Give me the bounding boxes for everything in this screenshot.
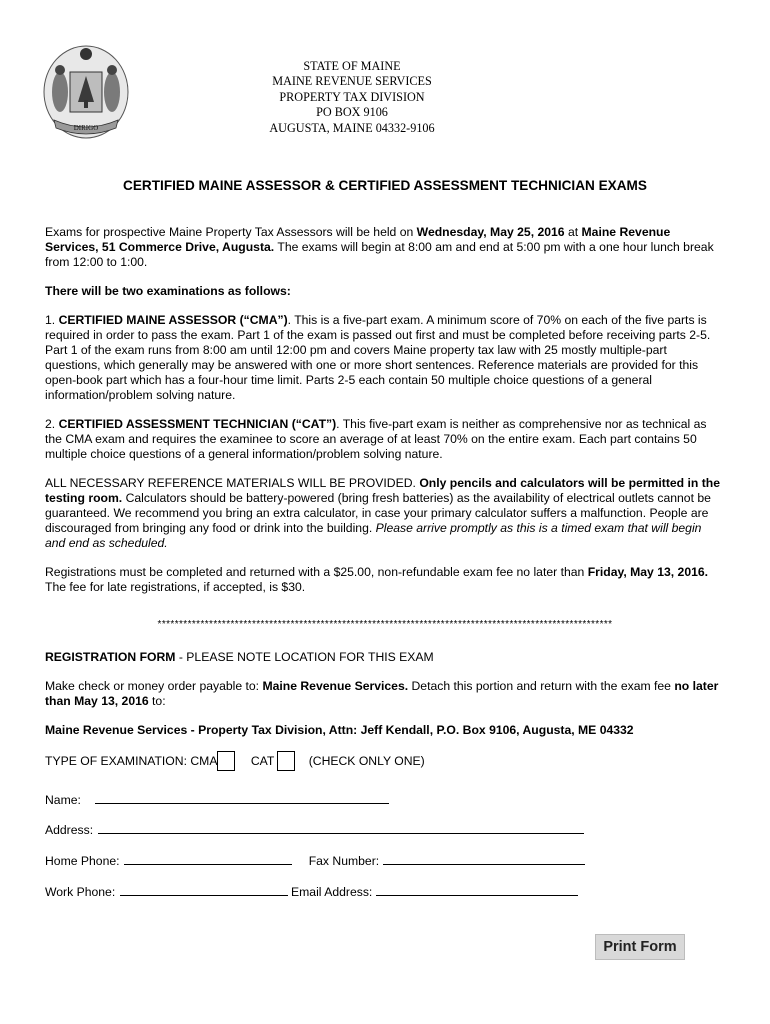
exam-location: Maine Revenue Services, 51 Commerce Drive, Augusta. [45,225,671,254]
name-field[interactable] [95,792,389,804]
registration-form-heading: REGISTRATION FORM - PLEASE NOTE LOCATION FOR THIS EXAM [45,650,434,664]
exam-date: Wednesday, May 25, 2016 [416,225,565,239]
letterhead-line: AUGUSTA, MAINE 04332-9106 [269,120,435,135]
cat-checkbox[interactable] [277,751,295,771]
work-email-row: Work Phone: Email Address: [45,884,725,900]
detach-separator: ********************************************************************************************************** [157,619,613,630]
home-phone-field[interactable] [124,853,292,865]
fax-number-field[interactable] [383,853,585,865]
cat-name: CERTIFIED ASSESSMENT TECHNICIAN (“CAT”) [58,417,337,431]
state-seal-icon [40,42,132,142]
payable-paragraph: Make check or money order payable to: Maine Revenue Services. Detach this portion and return with the exam fee no later than May 13, 2016 to: [45,679,719,708]
intro-paragraph [45,225,725,270]
seal-ribbon-text: DIRIGO [73,124,99,132]
materials-paragraph: ALL NECESSARY REFERENCE MATERIALS WILL BE PROVIDED. Only pencils and calculators will be permitted in the testing room. Calculators should be battery-powered (bring fresh batteries) as the availability of electrical outlets cannot be guaranteed. We recommend you bring an extra calculator, in case your primary calculator suffers a malfunction. People are discouraged from bringing any food or drink into the building. Please arrive promptly as this is a timed exam that will begin and end as scheduled. [45,476,721,550]
cat-paragraph: 2. CERTIFIED ASSESSMENT TECHNICIAN (“CAT”). This five-part exam is neither as comprehensive nor as technical as the CMA exam and requires the examinee to score an average of at least 70% on the entire exam. Each part contains 50 multiple choice questions of a general information/problem solving nature. [45,417,707,461]
name-row: Name: [45,792,725,808]
page-title: CERTIFIED MAINE ASSESSOR & CERTIFIED ASSESSMENT TECHNICIAN EXAMS [123,178,647,193]
intro-text: The exams will begin at 8:00 am and end at 5:00 pm with a one hour lunch break from 12:00 to 1:00. [45,240,714,269]
registration-deadline-paragraph: Registrations must be completed and returned with a $25.00, non-refundable exam fee no later than Friday, May 13, 2016. The fee for late registrations, if accepted, is $30. [45,565,709,594]
address-row: Address: [45,822,725,838]
document-body [45,225,725,900]
cma-paragraph: 1. CERTIFIED MAINE ASSESSOR (“CMA”). This is a five-part exam. A minimum score of 70% on each of the five parts is required in order to pass the exam. Part 1 of the exam is passed out first and must be completed before receiving parts 2-5. Part 1 of the exam runs from 8:00 am until 12:00 pm and covers Maine property tax law with 25 mostly multiple-part questions, which generally may be answered with one or more short sentences. Reference materials are provided for this open-book part which has a four-hour time limit. Parts 2-5 each contain 50 multiple choice questions of a general information/problem solving nature. [45,313,711,402]
letterhead-line: PROPERTY TAX DIVISION [279,89,425,104]
intro-text: Exams for prospective Maine Property Tax Assessors will be held on [45,225,417,239]
letterhead-line: STATE OF MAINE [303,59,401,73]
phone-fax-row: Home Phone: Fax Number: [45,853,725,869]
letterhead-line: PO BOX 9106 [316,105,388,120]
intro-text: at [564,225,582,239]
print-form-button[interactable]: Print Form [595,934,685,960]
two-exams-heading: There will be two examinations as follows: [45,284,291,298]
letterhead [240,59,464,136]
cma-checkbox[interactable] [217,751,235,771]
work-phone-field[interactable] [120,884,288,896]
address-field[interactable] [98,822,584,834]
exam-type-row: TYPE OF EXAMINATION: CMA CAT (CHECK ONLY ONE) [45,751,725,771]
letterhead-line: MAINE REVENUE SERVICES [272,74,432,89]
email-address-field[interactable] [376,884,578,896]
mailing-address: Maine Revenue Services - Property Tax Division, Attn: Jeff Kendall, P.O. Box 9106, Augusta, ME 04332 [45,723,634,737]
cma-name: CERTIFIED MAINE ASSESSOR (“CMA”) [58,313,288,327]
